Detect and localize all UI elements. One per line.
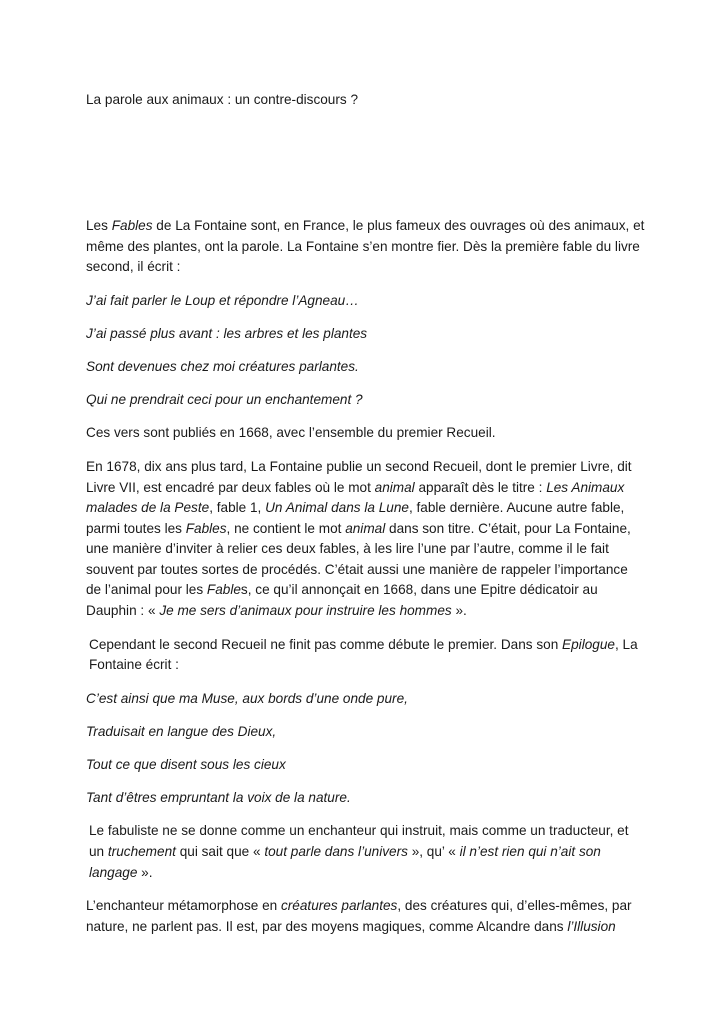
text-run: , fable dernière. Aucune autre fable, parmi toutes les: [86, 500, 625, 536]
text-run-italic: Fable: [206, 582, 241, 598]
text-run: En 1678, dix ans plus tard, La Fontaine publie un second Recueil, dont le premier Livre, dit Livre VII, est encadré par deux fables où le mot: [86, 458, 632, 495]
text-run: Les: [86, 218, 112, 233]
paragraph-enchanteur: [86, 896, 646, 937]
text-run-italic: Les Animaux malades de la Peste: [86, 479, 625, 516]
text-run: ».: [451, 603, 467, 619]
text-run: , La Fontaine écrit :: [89, 636, 638, 673]
paragraph-second-recueil: [86, 457, 646, 622]
text-run-italic: animal: [345, 520, 386, 536]
text-run-italic: animal: [374, 479, 415, 495]
verse-line: J’ai fait parler le Loup et répondre l’Agneau…: [86, 292, 359, 308]
text-run-italic: Epilogue: [562, 636, 615, 652]
verse-line: Traduisait en langue des Dieux,: [86, 723, 277, 739]
verse-line: Sont devenues chez moi créatures parlantes.: [86, 358, 359, 374]
text-run: , ne contient le mot: [226, 520, 346, 536]
text-run: », qu’ «: [407, 844, 460, 859]
paragraph-intro: [86, 216, 646, 278]
text-run-italic: tout parle dans l’univers: [264, 844, 408, 859]
text-run: apparaît dès le titre :: [414, 479, 547, 495]
text-run-italic: truchement: [107, 844, 176, 859]
verse-line: Qui ne prendrait ceci pour un enchantement ?: [86, 391, 363, 407]
text-run-italic: Je me sers d’animaux pour instruire les hommes: [159, 603, 452, 619]
text-run: Le fabuliste ne se donne comme un enchanteur qui instruit, mais comme un traducteur, et un: [89, 823, 629, 859]
text-run: L’enchanteur métamorphose en: [86, 898, 281, 914]
text-run: qui sait que «: [175, 844, 265, 859]
text-run: , fable 1,: [209, 500, 266, 516]
paragraph-fabuliste: [86, 821, 646, 883]
verse-line: Tant d’êtres empruntant la voix de la nature.: [86, 789, 351, 805]
verse-line: J’ai passé plus avant : les arbres et les plantes: [86, 325, 368, 341]
paragraph-epilogue: [86, 635, 646, 676]
text-run-italic: Fables: [111, 218, 153, 233]
text-run: dans son titre. C’était, pour La Fontaine, une manière d’inviter à relier ces deux fables, à les lire l’une par l’autre, comme il le fait souvent par toutes sortes de procédés. C’était aussi une manière de rappeler l’importance de l’animal pour les: [86, 520, 631, 598]
paragraph-publication: Ces vers sont publiés en 1668, avec l’ensemble du premier Recueil.: [86, 425, 496, 441]
text-run-italic: créatures parlantes: [280, 898, 398, 914]
document-title: La parole aux animaux : un contre-discours ?: [86, 92, 359, 107]
text-run-italic: Fables: [185, 520, 227, 536]
document-body: [86, 216, 646, 950]
text-run: s, ce qu’il annonçait en 1668, dans une Epitre dédicatoir au Dauphin : «: [86, 582, 598, 619]
text-run: ».: [137, 864, 153, 880]
verse-line: C’est ainsi que ma Muse, aux bords d’une onde pure,: [86, 690, 408, 706]
verse-line: Tout ce que disent sous les cieux: [86, 756, 286, 772]
text-run: de La Fontaine sont, en France, le plus fameux des ouvrages où des animaux, et même des plantes, ont la parole. La Fontaine s’en montre fier. Dès la première fable du livre second, il écrit :: [86, 218, 645, 275]
text-run-italic: Un Animal dans la Lune: [265, 500, 409, 516]
text-run-italic: l’Illusion: [567, 918, 616, 934]
text-run: , des créatures qui, d’elles-mêmes, par nature, ne parlent pas. Il est, par des moyens magiques, comme Alcandre dans: [86, 898, 632, 934]
text-run-italic: il n’est rien qui n’ait son langage: [89, 844, 601, 880]
text-run: Cependant le second Recueil ne finit pas comme débute le premier. Dans son: [89, 636, 563, 652]
